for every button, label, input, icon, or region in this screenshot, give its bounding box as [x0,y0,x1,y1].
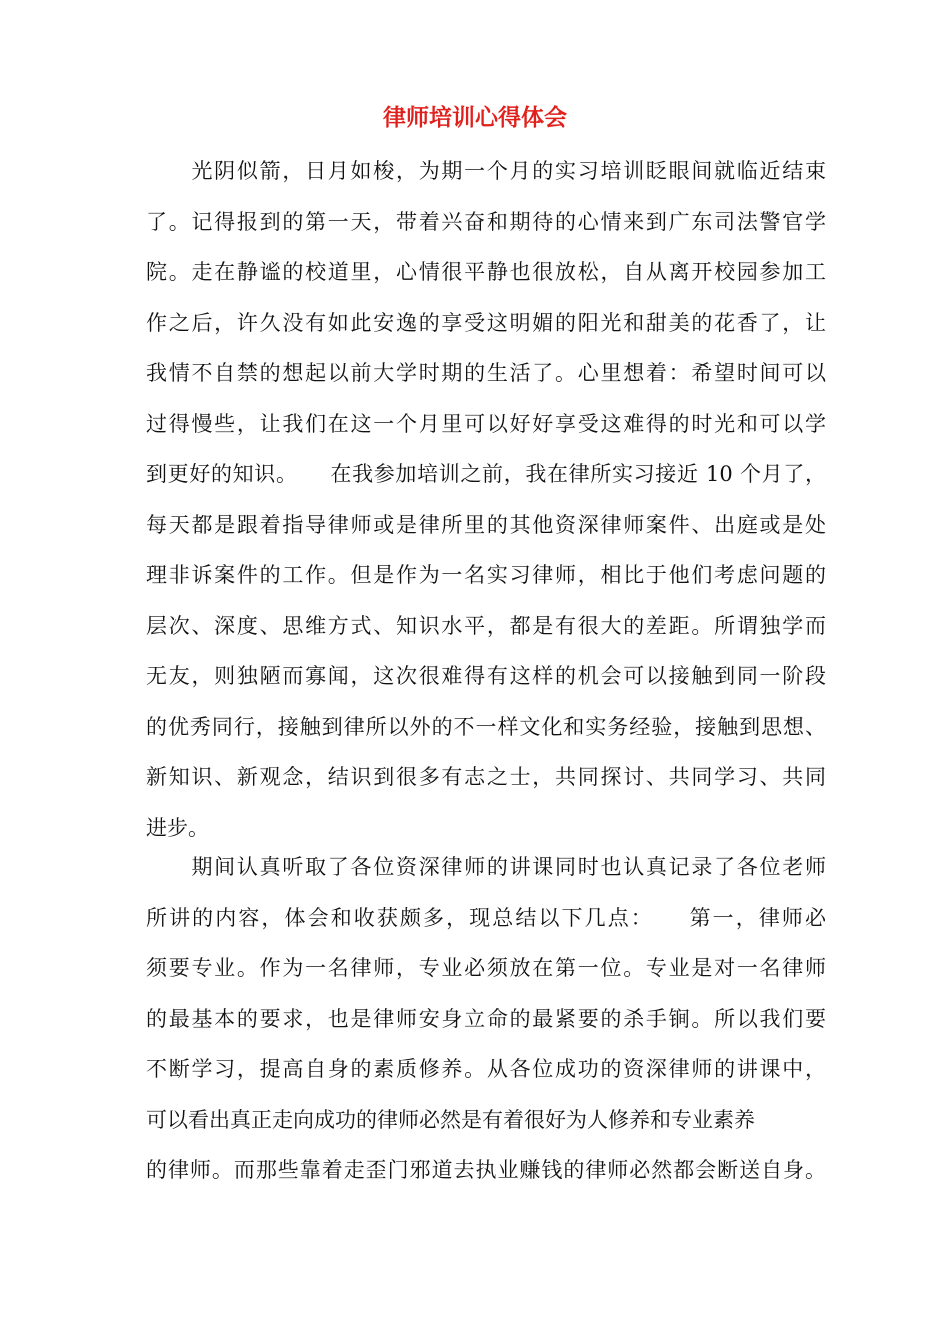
text-line: 每天都是跟着指导律师或是律所里的其他资深律师案件、出庭或是处 [146,512,826,537]
text-line: 作之后，许久没有如此安逸的享受这明媚的阳光和甜美的花香了，让 [146,310,826,335]
text-line: 理非诉案件的工作。但是作为一名实习律师，相比于他们考虑问题的 [146,563,826,587]
text-line: 的律师。而那些靠着走歪门邪道去执业赚钱的律师必然都会断送自身。 [146,1158,826,1182]
text-line: 光阴似箭，日月如梭，为期一个月的实习培训眨眼间就临近结束 [146,159,826,183]
text-line: 新知识、新观念，结识到很多有志之士，共同探讨、共同学习、共同 [146,765,826,789]
text-line: 期间认真听取了各位资深律师的讲课同时也认真记录了各位老师 [146,855,826,879]
paragraph-2 [146,842,826,1196]
text-line: 了。记得报到的第一天，带着兴奋和期待的心情来到广东司法警官学 [146,209,826,234]
text-line: 我情不自禁的想起以前大学时期的生活了。心里想着：希望时间可以 [146,361,826,385]
text-line: 所讲的内容，体会和收获颇多，现总结以下几点： 第一，律师必 [146,905,826,930]
text-line: 无友，则独陋而寡闻，这次很难得有这样的机会可以接触到同一阶段 [146,664,826,688]
text-line: 进步。 [146,815,209,840]
text-line: 的优秀同行，接触到律所以外的不一样文化和实务经验，接触到思想、 [146,714,826,739]
text-line: 可以看出真正走向成功的律师必然是有着很好为人修养和专业素养 [146,1107,755,1132]
text-line: 须要专业。作为一名律师，专业必须放在第一位。专业是对一名律师 [146,956,826,980]
paragraph-1 [146,146,826,853]
text-line: 的最基本的要求，也是律师安身立命的最紧要的杀手锏。所以我们要 [146,1006,826,1031]
text-line: 到更好的知识。 在我参加培训之前，我在律所实习接近 10 个月了， [146,462,826,486]
text-line: 过得慢些，让我们在这一个月里可以好好享受这难得的时光和可以学 [146,411,826,436]
text-line: 院。走在静谧的校道里，心情很平静也很放松，自从离开校园参加工 [146,260,826,284]
document-title: 律师培训心得体会 [383,104,567,131]
text-line: 不断学习，提高自身的素质修养。从各位成功的资深律师的讲课中， [146,1057,826,1081]
text-line: 层次、深度、思维方式、知识水平，都是有很大的差距。所谓独学而 [146,613,826,638]
